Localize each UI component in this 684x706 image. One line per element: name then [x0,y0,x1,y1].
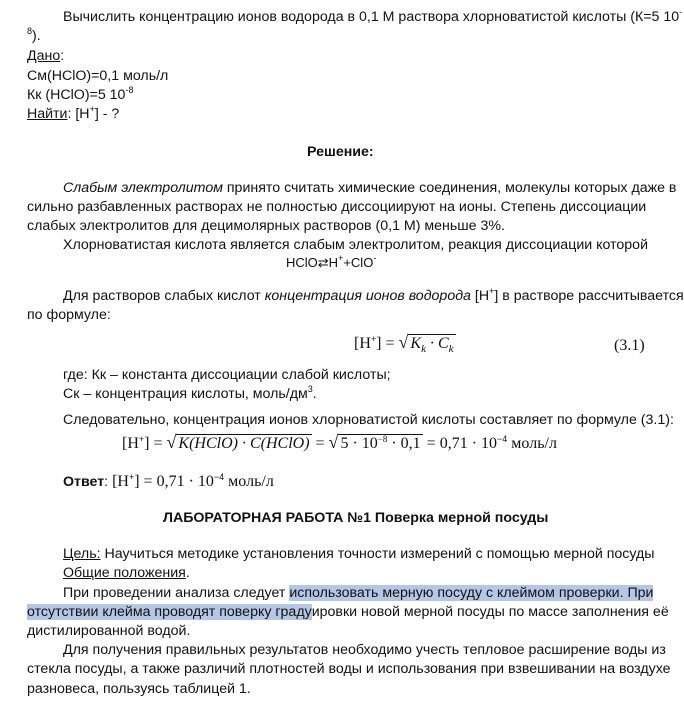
lab-p1-line1 [63,584,653,602]
given-kk-exp: -8 [125,85,134,95]
where2-b: . [312,386,317,402]
calc-eq: ] = [144,435,167,452]
task-sup-2: 8 [27,26,33,36]
calc-eq2: = [311,435,329,452]
p3-a: Для растворов слабых кислот [63,288,265,304]
solution-p2-line1: Хлорноватистая кислота является слабым электролитом, реакция диссоциации которой [63,237,648,253]
reaction-b: +ClO [343,255,374,270]
lab-title: ЛАБОРАТОРНАЯ РАБОТА №1 Поверка мерной посуды [163,510,549,526]
formula-dot: · C [425,335,449,352]
task-line-2 [27,27,41,45]
lab-p1-line3: дистилированной водой. [27,623,191,639]
formula-k: K [410,335,422,352]
lab-general [63,564,190,582]
general-dot: . [185,565,190,581]
calc-lhs: [H [122,435,139,452]
calc-res-sup: −4 [497,434,508,444]
calc-res: = 0,71 · 10 [422,435,498,452]
lab-p2-line3: разновеса, пользуясь таблицей 1. [27,681,251,697]
lab-p2-line2: стекла посуды, а также различий плотностей воды и использования при взвешивании на воздухе [27,661,671,677]
where-line-1: где: Кк – константа диссоциации слабой кислоты; [63,367,391,383]
lab-p1-a: При проведении анализа следует [63,585,290,601]
calc-radicand-2 [338,434,422,453]
lab-p1-highlight[interactable]: использовать мерную посуду с клеймом проверки. При [289,585,654,601]
reaction-a: HClO⇄H [286,255,339,270]
solution-p3-line2: по формуле: [27,307,111,323]
formula-c-sub: k [448,342,454,355]
answer-lhs: [H [112,473,129,490]
given-heading [27,47,64,65]
task-text: Вычислить концентрацию ионов водорода в 0,1 М раствора хлорноватистой кислоты (К=5 10 [63,9,680,25]
task-end: ). [32,28,41,44]
answer-colon: : [104,474,113,490]
answer-rest: ] = 0,71 · 10 [134,473,214,490]
find-sup: + [89,104,95,114]
answer-label: Ответ [63,474,105,490]
lab-goal [63,545,654,563]
where2-sup: 3 [307,384,313,394]
given-label: Дано [27,48,61,64]
find-end: ] - ? [94,106,120,122]
calc-unit: моль/л [507,435,557,452]
solution-title: Решение: [307,144,374,160]
general-label: Общие положения [63,565,186,581]
p3-italic: концентрация ионов водорода [264,288,471,304]
solution-p3-line1 [63,287,684,305]
solution-p1-line3: слабых электролитов для децимолярных растворов (0,1 М) меньше 3%. [27,218,505,234]
sqrt-icon: √ [166,432,177,452]
formula-radicand [408,334,455,358]
calc-rad2-end: · 0,1 [387,435,421,452]
find-label: Найти [27,106,68,122]
given-kk-text: Кк (HClO)=5 10 [27,87,126,103]
formula-lhs: [H [354,335,371,352]
formula-eq: ] = [376,335,399,352]
p3-sup: + [489,286,495,296]
formula-sup: + [370,334,377,344]
given-cm: См(HClO)=0,1 моль/л [27,68,169,84]
calc-rad2-sup: −8 [377,434,388,444]
sqrt-icon: √ [328,432,339,452]
reaction-sup1: + [338,253,344,263]
lab-p2-line1: Для получения правильных результатов необходимо учесть тепловое расширение воды из [63,642,666,658]
solution-p1-rest: принято считать химические соединения, молекулы которых даже в [222,180,677,196]
calc-rad2: 5 · 10 [340,435,378,452]
solution-p1-line2: сильно разбавленных растворах не полностью диссоциируют на ионы. Степень диссоциации [27,199,647,215]
solution-p1-line1 [63,179,676,197]
find-line [27,105,119,123]
given-colon: : [60,48,65,64]
task-line-1 [63,8,682,26]
reaction-sup2: - [373,253,377,263]
p3-b: [H [470,288,490,304]
sqrt-icon: √ [398,332,409,352]
p3-c: ] в растворе рассчитывается [494,288,684,304]
answer-exp: −4 [213,472,225,482]
lab-p1-highlight-2[interactable]: отсутствии клейма проводят поверку граду [27,604,312,620]
calculation [122,433,557,453]
find-text: : [H [67,106,90,122]
formula-number: (3.1) [614,337,645,354]
answer-sup: + [128,472,135,482]
lab-p1-line2 [27,603,669,621]
formula-3-1 [354,333,456,358]
goal-label: Цель: [63,546,101,562]
given-kk [27,86,133,104]
formula-k-sub: k [421,342,426,355]
solution-p1-italic: Слабым электролитом [63,180,223,196]
solution-p4: Следовательно, концентрация ионов хлорноватистой кислоты составляет по формуле (3.1): [63,412,674,428]
reaction-equation [286,254,376,272]
where2-a: Ск – концентрация кислоты, моль/дм [63,386,308,402]
answer-unit: моль/л [224,473,274,490]
calc-radicand-1: K(HClO) · C(HClO) [178,435,310,452]
where-line-2 [63,385,317,403]
calc-sup: + [138,434,145,444]
task-sup: - [679,7,683,17]
lab-p1-l2-rest: ировки новой мерной посуды по массе заполнения её [311,604,669,620]
goal-text: Научиться методике установления точности измерений с помощью мерной посуды [100,546,655,562]
answer-line [63,473,274,491]
